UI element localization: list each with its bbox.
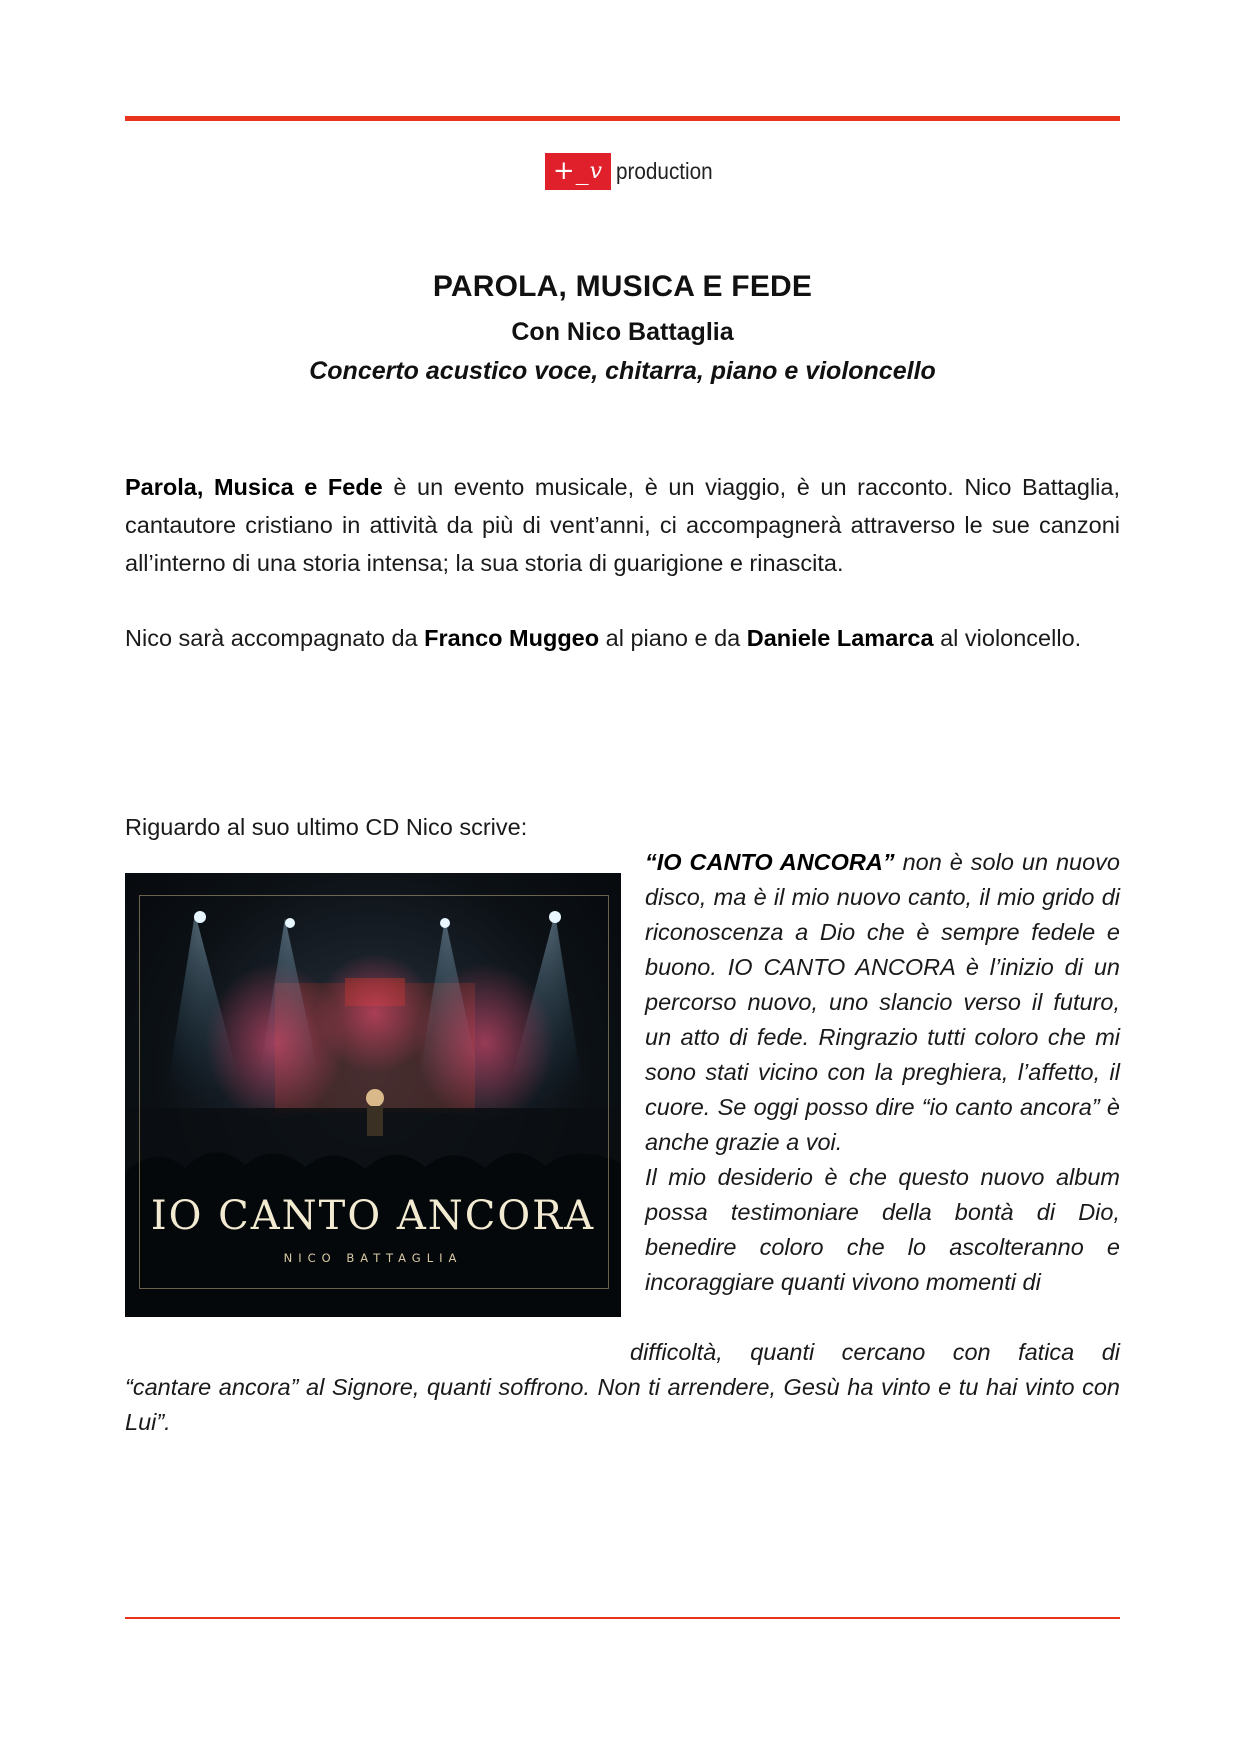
- pianist-name: Franco Muggeo: [424, 625, 600, 651]
- page-tagline: Concerto acustico voce, chitarra, piano e violoncello: [309, 357, 936, 385]
- quote-block: “IO CANTO ANCORA” non è solo un nuovo disco, ma è il mio nuovo canto, il mio grido di riconoscenza a Dio che è sempre fedele e buono. IO CANTO ANCORA è l’inizio di un percorso nuovo, uno slancio verso il futuro, un atto di fede. Ringrazio tutti coloro che mi sono stati vicino con la preghiera, l’affetto, il cuore. Se oggi posso dire “io canto ancora” è anche grazie a voi. Il mio desiderio è che questo nuovo album possa testimoniare della bontà di Dio, benedire coloro che lo ascolteranno e incoraggiare quanti vivono momenti di: [645, 849, 1121, 1295]
- album-cover-image: [125, 873, 621, 1317]
- cellist-name: Daniele Lamarca: [746, 625, 934, 651]
- quote-continuation-line: difficoltà, quanti cercano con fatica di: [630, 1339, 1120, 1365]
- cover-artist: NICO BATTAGLIA: [283, 1251, 463, 1265]
- page-subtitle: Con Nico Battaglia: [511, 318, 734, 346]
- cover-title: IO CANTO ANCORA: [150, 1193, 596, 1239]
- page-title: PAROLA, MUSICA E FEDE: [432, 270, 813, 303]
- musicians-paragraph: Nico sarà accompagnato da Franco Muggeo al piano e da Daniele Lamarca al violoncello.: [125, 625, 1082, 651]
- event-name: Parola, Musica e Fede: [125, 474, 383, 500]
- intro-paragraph: Parola, Musica e Fede è un evento musicale, è un viaggio, è un racconto. Nico Battaglia, cantautore cristiano in attività da più di vent’anni, ci accompagnerà attraverso le sue canzoni all’interno di una storia intensa; la sua storia di guarigione e rinascita.: [125, 474, 1120, 576]
- production-logo: [545, 152, 723, 190]
- logo-text: production: [616, 157, 713, 184]
- bottom-red-rule: [125, 1617, 1120, 1619]
- quote-final-lines: “cantare ancora” al Signore, quanti soffrono. Non ti arrendere, Gesù ha vinto e tu hai vinto con Lui”.: [125, 1374, 1120, 1435]
- logo-mark: +_ v: [545, 153, 611, 190]
- quote-album-title: “IO CANTO ANCORA”: [645, 849, 895, 875]
- top-red-rule: [125, 116, 1120, 121]
- cd-intro-line: Riguardo al suo ultimo CD Nico scrive:: [125, 814, 528, 840]
